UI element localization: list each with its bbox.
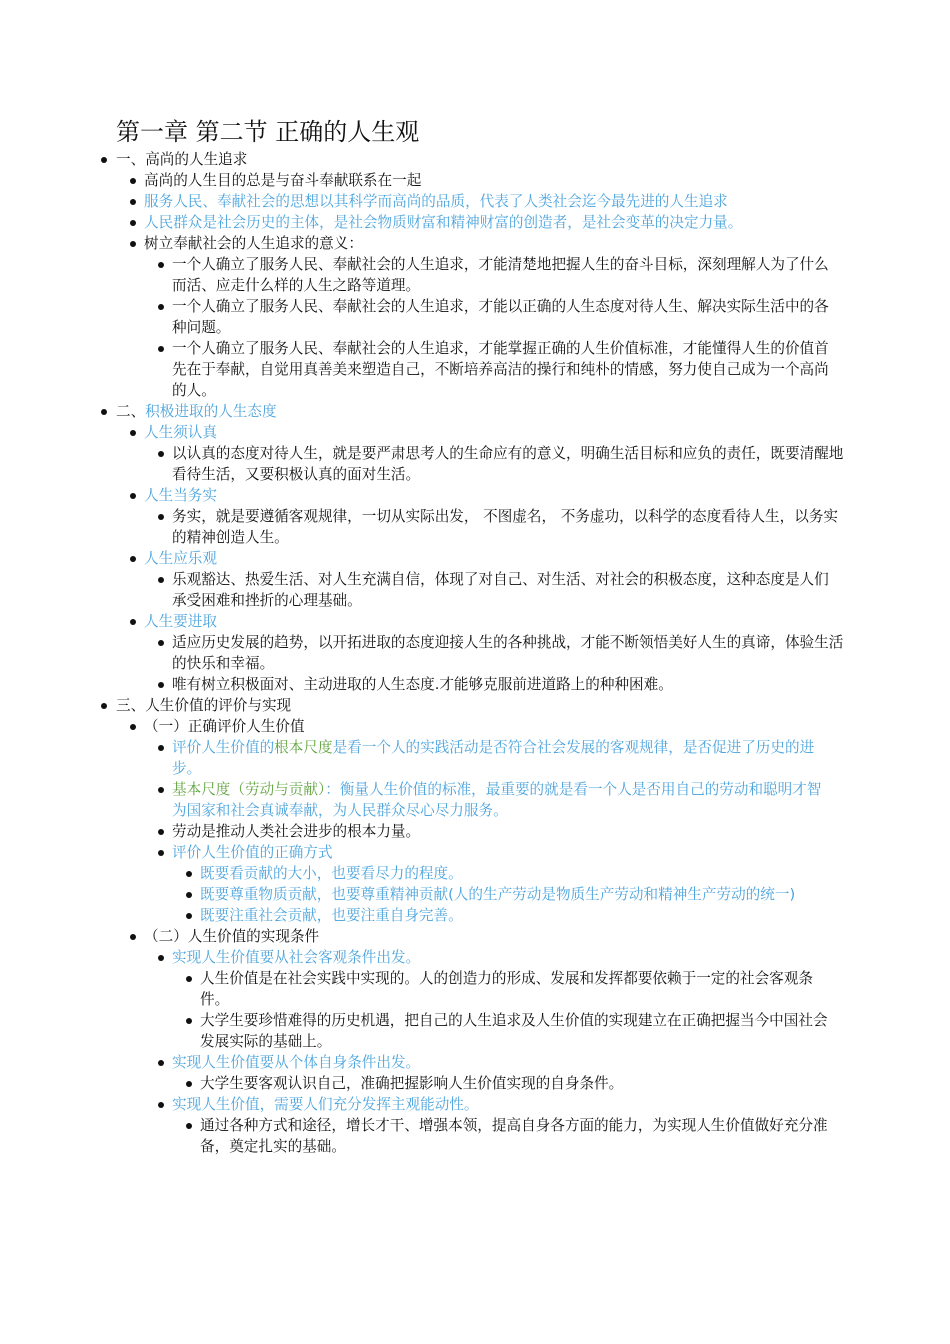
- outline-item-level-1: [0, 611, 846, 632]
- outline-text: 大学生要珍惜难得的历史机遇，把自己的人生追求及人生价值的实现建立在正确把握当今中国社会发展实际的基础上。: [200, 1012, 828, 1050]
- bullet-icon: [130, 934, 136, 940]
- bullet-icon: [158, 577, 164, 583]
- outline-item-level-0: [0, 149, 846, 170]
- bullet-icon: [186, 1018, 192, 1024]
- outline-list: [0, 149, 950, 1157]
- bullet-icon: [101, 157, 107, 163]
- bullet-icon: [158, 514, 164, 520]
- outline-item-level-1: [0, 191, 846, 212]
- outline-item-level-1: [0, 548, 846, 569]
- outline-item-level-2: [0, 632, 846, 674]
- outline-item-level-0: [0, 695, 846, 716]
- outline-text: 评价人生价值的正确方式: [172, 844, 333, 861]
- outline-text: 实现人生价值要从个体自身条件出发。: [172, 1054, 421, 1071]
- bullet-icon: [130, 724, 136, 730]
- outline-text: （一）正确评价人生价值: [144, 718, 305, 735]
- outline-text: ：衡量人生价值的标准，最重要的就是看一个人是否用自己的劳动和聪明才智为国家和社会真诚奉献，为人民群众尽心尽力服务。: [172, 781, 822, 819]
- outline-text: 人生当务实: [144, 487, 217, 504]
- outline-text: 通过各种方式和途径，增长才干、增强本领，提高自身各方面的能力，为实现人生价值做好充分准备，奠定扎实的基础。: [200, 1117, 828, 1155]
- outline-text: 实现人生价值，需要人们充分发挥主观能动性。: [172, 1096, 479, 1113]
- bullet-icon: [158, 451, 164, 457]
- outline-text: 劳动是推动人类社会进步的根本力量。: [172, 823, 421, 840]
- outline-item-level-3: [0, 1115, 832, 1157]
- bullet-icon: [130, 241, 136, 247]
- outline-text: 人民群众是社会历史的主体，是社会物质财富和精神财富的创造者，是社会变革的决定力量。: [144, 214, 743, 231]
- outline-item-level-2: [0, 443, 846, 485]
- bullet-icon: [130, 199, 136, 205]
- outline-item-level-2: [0, 254, 832, 296]
- outline-item-level-1: [0, 212, 846, 233]
- outline-text: 一个人确立了服务人民、奉献社会的人生追求，才能掌握正确的人生价值标准，才能懂得人生的价值首先在于奉献，自觉用真善美来塑造自己，不断培养高洁的操行和纯朴的情感，努力使自己成为一个高尚的人。: [172, 340, 829, 399]
- outline-text: （二）人生价值的实现条件: [144, 928, 320, 945]
- outline-item-level-3: [0, 905, 832, 926]
- bullet-icon: [186, 1081, 192, 1087]
- bullet-icon: [130, 493, 136, 499]
- bullet-icon: [158, 787, 164, 793]
- bullet-icon: [186, 1123, 192, 1129]
- bullet-icon: [158, 955, 164, 961]
- outline-text: 服务人民、奉献社会的思想以其科学而高尚的品质，代表了人类社会迄今最先进的人生追求: [144, 193, 728, 210]
- outline-item-level-1: [0, 485, 846, 506]
- outline-item-level-2: [0, 737, 832, 779]
- bullet-icon: [101, 409, 107, 415]
- outline-text: 评价人生价值的: [172, 739, 275, 756]
- bullet-icon: [101, 703, 107, 709]
- outline-item-level-2: [0, 506, 846, 548]
- bullet-icon: [158, 640, 164, 646]
- outline-text: 基本尺度（劳动与贡献）: [172, 781, 326, 798]
- outline-text: 树立奉献社会的人生追求的意义：: [144, 235, 363, 252]
- outline-text: 人生要进取: [144, 613, 217, 630]
- outline-text: 人生应乐观: [144, 550, 217, 567]
- outline-item-level-1: [0, 170, 846, 191]
- outline-text: 二、: [116, 403, 146, 420]
- outline-text: 三、人生价值的评价与实现: [116, 697, 292, 714]
- outline-text: 积极进取的人生态度: [145, 403, 277, 420]
- bullet-icon: [186, 913, 192, 919]
- outline-text: 大学生要客观认识自己，准确把握影响人生价值实现的自身条件。: [200, 1075, 624, 1092]
- outline-text: 务实，就是要遵循客观规律，一切从实际出发， 不图虚名， 不务虚功，以科学的态度看待人生，以务实的精神创造人生。: [172, 508, 839, 546]
- bullet-icon: [158, 304, 164, 310]
- bullet-icon: [158, 745, 164, 751]
- bullet-icon: [158, 1060, 164, 1066]
- outline-item-level-1: [0, 422, 846, 443]
- page-title: 第一章 第二节 正确的人生观: [116, 118, 420, 146]
- outline-item-level-2: [0, 779, 832, 821]
- bullet-icon: [186, 892, 192, 898]
- bullet-icon: [158, 850, 164, 856]
- outline-item-level-3: [0, 1073, 832, 1094]
- outline-text: 乐观豁达、热爱生活、对人生充满自信，体现了对自己、对生活、对社会的积极态度，这种态度是人们承受困难和挫折的心理基础。: [172, 571, 829, 609]
- outline-item-level-0: [0, 401, 846, 422]
- outline-item-level-2: [0, 1052, 832, 1073]
- outline-item-level-1: [0, 716, 846, 737]
- outline-item-level-2: [0, 821, 832, 842]
- bullet-icon: [158, 346, 164, 352]
- outline-text: 实现人生价值要从社会客观条件出发。: [172, 949, 421, 966]
- outline-text: 人生须认真: [144, 424, 217, 441]
- outline-item-level-2: [0, 1094, 832, 1115]
- outline-item-level-3: [0, 884, 832, 905]
- outline-text: 一个人确立了服务人民、奉献社会的人生追求，才能清楚地把握人生的奋斗目标，深刻理解人为了什么而活、应走什么样的人生之路等道理。: [172, 256, 829, 294]
- bullet-icon: [130, 556, 136, 562]
- bullet-icon: [186, 976, 192, 982]
- outline-item-level-3: [0, 863, 832, 884]
- outline-item-level-3: [0, 968, 832, 1010]
- outline-item-level-2: [0, 569, 832, 611]
- bullet-icon: [130, 178, 136, 184]
- outline-item-level-2: [0, 338, 832, 401]
- bullet-icon: [158, 682, 164, 688]
- outline-item-level-3: [0, 1010, 832, 1052]
- outline-item-level-1: [0, 233, 846, 254]
- outline-text: 一、高尚的人生追求: [116, 151, 248, 168]
- outline-text: 既要尊重物质贡献，也要尊重精神贡献(人的生产劳动是物质生产劳动和精神生产劳动的统一): [200, 886, 796, 903]
- outline-text: 唯有树立积极面对、主动进取的人生态度.才能够克服前进道路上的种种困难。: [172, 676, 673, 693]
- outline-text: 既要注重社会贡献，也要注重自身完善。: [200, 907, 463, 924]
- outline-item-level-1: [0, 926, 846, 947]
- bullet-icon: [158, 262, 164, 268]
- bullet-icon: [158, 829, 164, 835]
- bullet-icon: [130, 220, 136, 226]
- outline-text: 是看一个人的实践活动是否符合社会发展的客观规律，是否促进了历史的进步。: [172, 739, 815, 777]
- outline-item-level-2: [0, 674, 846, 695]
- bullet-icon: [158, 1102, 164, 1108]
- outline-text: 既要看贡献的大小，也要看尽力的程度。: [200, 865, 463, 882]
- outline-text: 人生价值是在社会实践中实现的。人的创造力的形成、发展和发挥都要依赖于一定的社会客观条件。: [200, 970, 813, 1008]
- outline-item-level-2: [0, 947, 832, 968]
- outline-text: 以认真的态度对待人生，就是要严肃思考人的生命应有的意义，明确生活目标和应负的责任，既要清醒地看待生活，又要积极认真的面对生活。: [172, 445, 844, 483]
- outline-text: 高尚的人生目的总是与奋斗奉献联系在一起: [144, 172, 422, 189]
- outline-text: 根本尺度: [274, 739, 333, 756]
- outline-text: 适应历史发展的趋势，以开拓进取的态度迎接人生的各种挑战，才能不断领悟美好人生的真谛，体验生活的快乐和幸福。: [172, 634, 844, 672]
- bullet-icon: [186, 871, 192, 877]
- bullet-icon: [130, 430, 136, 436]
- bullet-icon: [130, 619, 136, 625]
- outline-item-level-2: [0, 842, 832, 863]
- outline-text: 一个人确立了服务人民、奉献社会的人生追求，才能以正确的人生态度对待人生、解决实际生活中的各种问题。: [172, 298, 829, 336]
- outline-item-level-2: [0, 296, 832, 338]
